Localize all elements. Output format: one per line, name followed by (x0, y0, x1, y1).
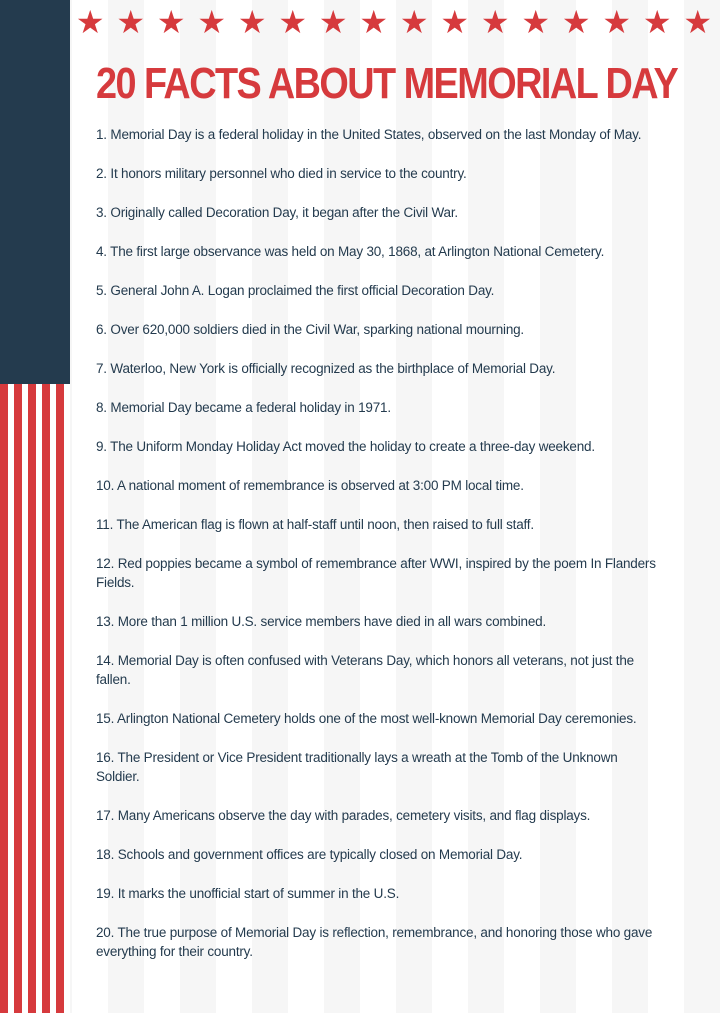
star-icon: ★ (399, 4, 429, 40)
star-icon: ★ (642, 4, 672, 40)
fact-item: 8. Memorial Day became a federal holiday in 1971. (96, 400, 391, 415)
fact-item: 19. It marks the unofficial start of summer in the U.S. (96, 886, 400, 901)
star-icon: ★ (602, 4, 632, 40)
star-icon: ★ (359, 4, 389, 40)
fact-item: 6. Over 620,000 soldiers died in the Civil War, sparking national mourning. (96, 322, 524, 337)
fact-item: 15. Arlington National Cemetery holds one of the most well-known Memorial Day ceremonies. (96, 711, 637, 726)
star-icon: ★ (561, 4, 591, 40)
fact-item: 18. Schools and government offices are typically closed on Memorial Day. (96, 847, 523, 862)
star-icon: ★ (197, 4, 227, 40)
fact-item: 14. Memorial Day is often confused with Veterans Day, which honors all veterans, not just the fallen. (96, 653, 634, 687)
fact-item: 10. A national moment of remembrance is observed at 3:00 PM local time. (96, 478, 524, 493)
fact-item: 16. The President or Vice President traditionally lays a wreath at the Tomb of the Unknown Soldier. (96, 750, 618, 784)
page-title: 20 FACTS ABOUT MEMORIAL DAY (96, 59, 678, 108)
star-icon: ★ (440, 4, 470, 40)
star-icon: ★ (683, 4, 713, 40)
fact-item: 12. Red poppies became a symbol of remembrance after WWI, inspired by the poem In Flanders Fields. (96, 556, 656, 590)
star-icon: ★ (480, 4, 510, 40)
fact-item: 17. Many Americans observe the day with parades, cemetery visits, and flag displays. (96, 808, 591, 823)
star-icon: ★ (237, 4, 267, 40)
fact-item: 13. More than 1 million U.S. service members have died in all wars combined. (96, 614, 547, 629)
fact-item: 3. Originally called Decoration Day, it began after the Civil War. (96, 205, 458, 220)
flag-stripes (0, 384, 70, 1013)
fact-item: 5. General John A. Logan proclaimed the first official Decoration Day. (96, 283, 495, 298)
star-row (70, 4, 720, 40)
fact-item: 7. Waterloo, New York is officially recognized as the birthplace of Memorial Day. (96, 361, 556, 376)
star-icon: ★ (521, 4, 551, 40)
fact-item: 9. The Uniform Monday Holiday Act moved the holiday to create a three-day weekend. (96, 439, 595, 454)
star-icon: ★ (156, 4, 186, 40)
fact-item: 2. It honors military personnel who died in service to the country. (96, 166, 467, 181)
facts-list (96, 125, 661, 961)
star-icon: ★ (116, 4, 146, 40)
fact-item: 1. Memorial Day is a federal holiday in the United States, observed on the last Monday of May. (96, 127, 642, 142)
fact-item: 11. The American flag is flown at half-staff until noon, then raised to full staff. (96, 517, 534, 532)
fact-item: 4. The first large observance was held on May 30, 1868, at Arlington National Cemetery. (96, 244, 605, 259)
fact-item: 20. The true purpose of Memorial Day is reflection, remembrance, and honoring those who gave everything for their country. (96, 925, 653, 959)
flag-canton (0, 0, 70, 384)
star-icon: ★ (318, 4, 348, 40)
star-icon: ★ (278, 4, 308, 40)
star-icon: ★ (75, 4, 105, 40)
